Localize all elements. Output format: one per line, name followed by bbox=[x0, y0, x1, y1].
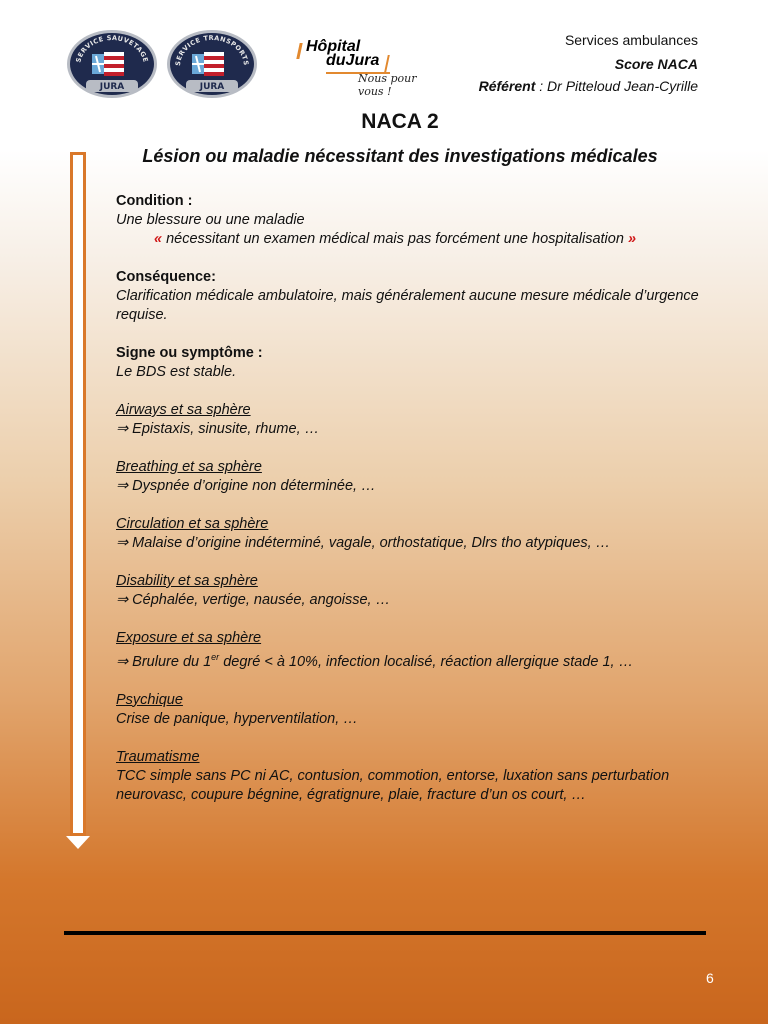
section-text: ⇒ Céphalée, vertige, nausée, angoisse, … bbox=[116, 592, 391, 608]
section-text: ⇒ Epistaxis, sinusite, rhume, … bbox=[116, 421, 320, 437]
psychique-title: Psychique bbox=[116, 691, 183, 708]
section-title: Airways et sa sphère bbox=[116, 402, 251, 418]
signe-text: Le BDS est stable. bbox=[116, 364, 237, 380]
logo-line1: Hôpital bbox=[306, 38, 361, 55]
page-subtitle: Lésion ou maladie nécessitant des investigations médicales bbox=[142, 146, 658, 166]
service-transports-badge bbox=[166, 28, 258, 100]
signe-heading: Signe ou symptôme : bbox=[116, 345, 263, 361]
page-number: 6 bbox=[706, 970, 714, 986]
page-title: NACA 2 bbox=[361, 110, 439, 133]
referent: Référent : Dr Pitteloud Jean-Cyrille bbox=[478, 78, 698, 94]
svg-text:JURA: JURA bbox=[199, 82, 225, 92]
svg-text:JURA: JURA bbox=[99, 82, 125, 92]
consequence-text: Clarification médicale ambulatoire, mais généralement aucune mesure médicale d’urgence requise. bbox=[116, 288, 699, 323]
footer-divider bbox=[64, 931, 706, 935]
condition-text: Une blessure ou une maladie bbox=[116, 212, 305, 228]
section-title: Disability et sa sphère bbox=[116, 573, 258, 589]
trauma-title: Traumatisme bbox=[116, 748, 200, 765]
consequence-heading: Conséquence: bbox=[116, 269, 216, 285]
score-name: Score NACA bbox=[614, 56, 698, 72]
service-name: Services ambulances bbox=[564, 32, 698, 48]
arrow-down-icon bbox=[66, 836, 90, 849]
service-sauvetage-badge bbox=[66, 28, 158, 100]
logo-tagline: Nous pour vous ! bbox=[358, 72, 417, 98]
exposure-title: Exposure et sa sphère bbox=[116, 630, 262, 646]
logo-line2: duJura bbox=[326, 52, 380, 69]
hopital-du-jura-logo bbox=[298, 38, 438, 98]
section-title: Circulation et sa sphère bbox=[116, 516, 269, 532]
logo-accent bbox=[384, 55, 390, 72]
svg-text:SERVICE TRANSPORTS: SERVICE TRANSPORTS bbox=[173, 33, 251, 67]
section-text: ⇒ Dyspnée d’origine non déterminée, … bbox=[116, 478, 376, 494]
condition-heading: Condition : bbox=[116, 193, 193, 209]
severity-arrow bbox=[70, 152, 86, 836]
psychique-text: Crise de panique, hyperventilation, … bbox=[116, 710, 358, 727]
section-text: ⇒ Malaise d’origine indéterminé, vagale, orthostatique, Dlrs tho atypiques, … bbox=[116, 535, 611, 551]
logo-accent bbox=[296, 43, 302, 59]
svg-text:SERVICE SAUVETAGE: SERVICE SAUVETAGE bbox=[74, 33, 150, 64]
section-title: Breathing et sa sphère bbox=[116, 459, 262, 475]
exposure-text: ⇒ Brulure du 1er degré < à 10%, infection localisé, réaction allergique stade 1, … bbox=[116, 652, 634, 670]
trauma-text: TCC simple sans PC ni AC, contusion, commotion, entorse, luxation sans perturbation neurovasc, coupure bégnine, égratignure, plaie, fracture d’un os court, … bbox=[116, 767, 670, 803]
content bbox=[116, 192, 716, 805]
condition-quote: « nécessitant un examen médical mais pas forcément une hospitalisation » bbox=[154, 231, 637, 247]
